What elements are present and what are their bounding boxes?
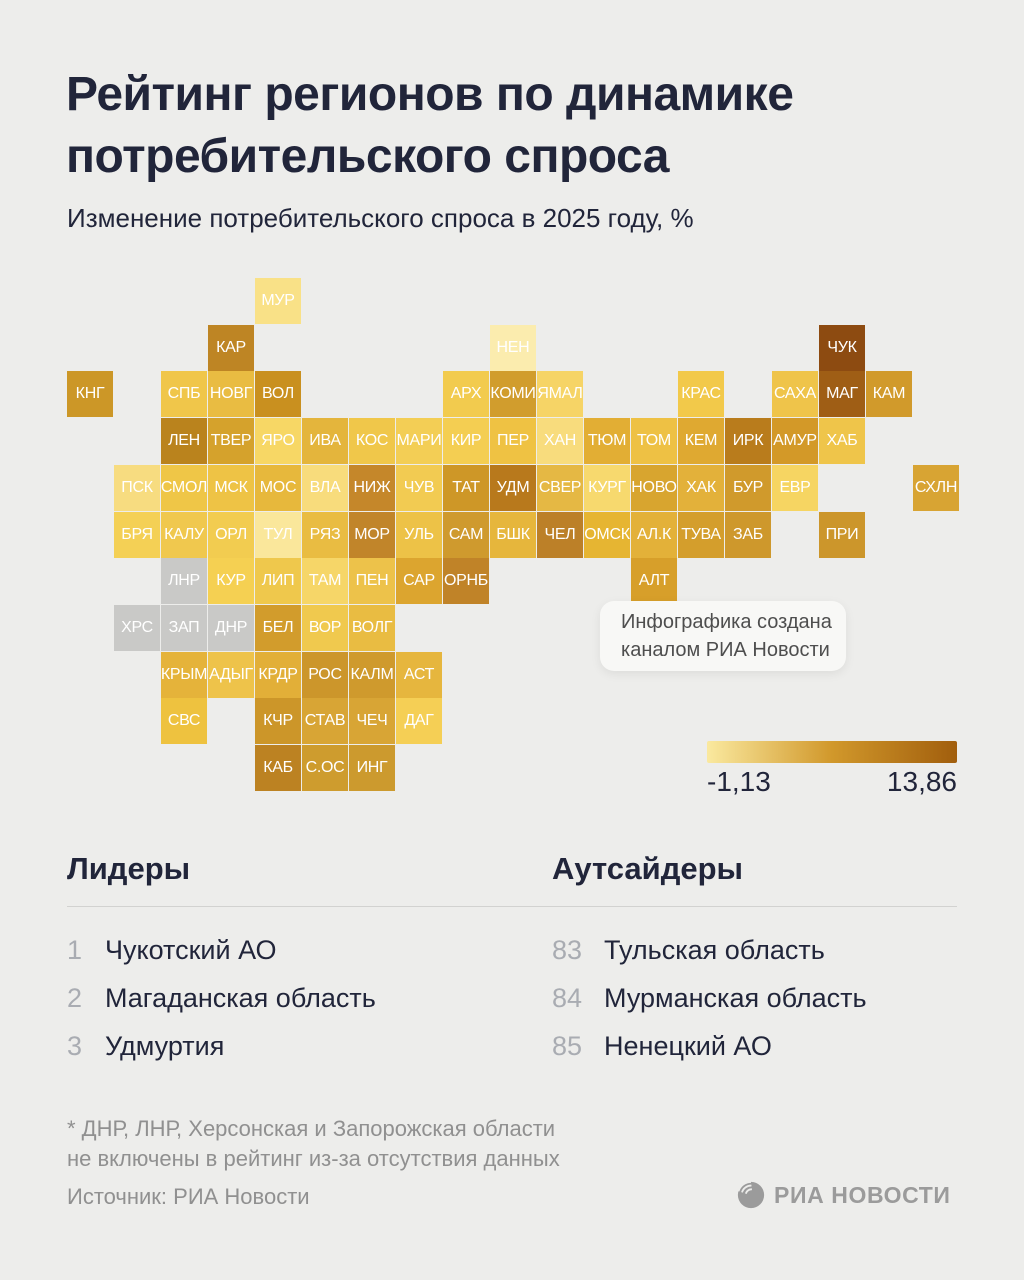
map-tile: ВОЛ [255, 371, 301, 417]
map-tile: ТУЛ [255, 512, 301, 558]
list-item: 84 Мурманская область [552, 982, 867, 1013]
map-tile: ХАБ [819, 418, 865, 464]
globe-icon [736, 1180, 766, 1210]
region-map [67, 278, 960, 793]
list-item: 1 Чукотский АО [67, 934, 277, 965]
list-item: 83 Тульская область [552, 934, 825, 965]
map-tile: БУР [725, 465, 771, 511]
page-title-line2: потребительского спроса [66, 130, 669, 183]
map-tile: ЛЕН [161, 418, 207, 464]
map-tile: РОС [302, 652, 348, 698]
map-tile: ТАМ [302, 558, 348, 604]
map-tile: МОР [349, 512, 395, 558]
map-tile: КРДР [255, 652, 301, 698]
map-tile: ТЮМ [584, 418, 630, 464]
map-tile: ОРЛ [208, 512, 254, 558]
map-tile: БРЯ [114, 512, 160, 558]
map-tile: ПЕН [349, 558, 395, 604]
map-tile: С.ОС [302, 745, 348, 791]
map-tile: КРЫМ [161, 652, 207, 698]
map-tile: КАМ [866, 371, 912, 417]
map-tile: КАЛМ [349, 652, 395, 698]
map-tile: ПЕР [490, 418, 536, 464]
map-tile: АМУР [772, 418, 818, 464]
ria-logo [736, 1180, 951, 1210]
map-tile: ДАГ [396, 698, 442, 744]
map-tile: ЯРО [255, 418, 301, 464]
map-tile: КНГ [67, 371, 113, 417]
list-item: 85 Ненецкий АО [552, 1030, 772, 1061]
map-tile: ТАТ [443, 465, 489, 511]
map-tile: КУР [208, 558, 254, 604]
map-tile: НОВО [631, 465, 677, 511]
map-tile: ИРК [725, 418, 771, 464]
map-tile: КИР [443, 418, 489, 464]
map-tile: СХЛН [913, 465, 959, 511]
leaders-list [67, 926, 497, 1070]
map-tile: САХА [772, 371, 818, 417]
map-tile: КОМИ [490, 371, 536, 417]
map-tile: СВС [161, 698, 207, 744]
map-tile: СТАВ [302, 698, 348, 744]
map-tile: РЯЗ [302, 512, 348, 558]
map-tile: САР [396, 558, 442, 604]
map-tile: ВЛА [302, 465, 348, 511]
map-tile: ЯМАЛ [537, 371, 583, 417]
map-tile: КЧР [255, 698, 301, 744]
map-tile: ЧУВ [396, 465, 442, 511]
lists-divider [67, 906, 957, 907]
footnote-line1: * ДНР, ЛНР, Херсонская и Запорожская области [67, 1116, 556, 1141]
map-tile: ПРИ [819, 512, 865, 558]
map-tile: ЗАП [161, 605, 207, 651]
map-tile: ВОР [302, 605, 348, 651]
map-tile: АЛТ [631, 558, 677, 604]
map-tile: ЛНР [161, 558, 207, 604]
map-tile: МСК [208, 465, 254, 511]
map-tile: ДНР [208, 605, 254, 651]
map-tile: АСТ [396, 652, 442, 698]
leaders-heading: Лидеры [67, 851, 191, 886]
map-tile: МАГ [819, 371, 865, 417]
legend-gradient-bar [707, 741, 957, 763]
map-tile: ИНГ [349, 745, 395, 791]
map-tile: УЛЬ [396, 512, 442, 558]
map-tile: КРАС [678, 371, 724, 417]
legend-labels [707, 766, 957, 798]
map-tile: ТВЕР [208, 418, 254, 464]
map-tile: БЕЛ [255, 605, 301, 651]
map-tile: ЧЕЧ [349, 698, 395, 744]
map-tile: АРХ [443, 371, 489, 417]
map-tile: КАР [208, 325, 254, 371]
map-tile: ТУВА [678, 512, 724, 558]
footnote-line2: не включены в рейтинг из-за отсутствия данных [67, 1146, 560, 1171]
map-tile: АДЫГ [208, 652, 254, 698]
legend-max-label: 13,86 [886, 766, 957, 797]
map-tile: КЕМ [678, 418, 724, 464]
map-tile: АЛ.К [631, 512, 677, 558]
map-tile: ЕВР [772, 465, 818, 511]
map-tile: ИВА [302, 418, 348, 464]
map-tile: СМОЛ [161, 465, 207, 511]
outsiders-heading: Аутсайдеры [552, 851, 744, 886]
map-tile: ЧЕЛ [537, 512, 583, 558]
map-tile: ВОЛГ [349, 605, 395, 651]
outsiders-list [552, 926, 982, 1070]
map-tile: МАРИ [396, 418, 442, 464]
map-tile: УДМ [490, 465, 536, 511]
map-tile: КАБ [255, 745, 301, 791]
map-tile: ПСК [114, 465, 160, 511]
map-tile: НИЖ [349, 465, 395, 511]
map-tile: ОРНБ [443, 558, 489, 604]
map-tile: МОС [255, 465, 301, 511]
list-item: 2 Магаданская область [67, 982, 376, 1013]
map-tile: ЗАБ [725, 512, 771, 558]
map-tile: БШК [490, 512, 536, 558]
map-tile: СВЕР [537, 465, 583, 511]
page-subtitle: Изменение потребительского спроса в 2025 году, % [67, 203, 694, 233]
note-card [600, 601, 846, 671]
map-tile: КУРГ [584, 465, 630, 511]
map-tile: МУР [255, 278, 301, 324]
map-tile: ТОМ [631, 418, 677, 464]
footnote [67, 1114, 560, 1174]
map-tile: КОС [349, 418, 395, 464]
map-tile: НОВГ [208, 371, 254, 417]
map-tile: ХАН [537, 418, 583, 464]
page-title-line1: Рейтинг регионов по динамике [66, 68, 794, 121]
map-tile: ЛИП [255, 558, 301, 604]
map-tile: ОМСК [584, 512, 630, 558]
map-tile: САМ [443, 512, 489, 558]
map-tile: НЕН [490, 325, 536, 371]
map-tile: ХАК [678, 465, 724, 511]
map-tile: ХРС [114, 605, 160, 651]
source-text: Источник: РИА Новости [67, 1184, 310, 1209]
map-tile: СПБ [161, 371, 207, 417]
logo-text: РИА НОВОСТИ [774, 1181, 951, 1208]
list-item: 3 Удмуртия [67, 1030, 225, 1061]
page-title [66, 64, 966, 188]
map-tile: ЧУК [819, 325, 865, 371]
legend-min-label: -1,13 [707, 766, 771, 797]
note-card-line2: каналом РИА Новости [621, 639, 830, 661]
map-tile: КАЛУ [161, 512, 207, 558]
note-card-line1: Инфографика создана [621, 611, 832, 633]
